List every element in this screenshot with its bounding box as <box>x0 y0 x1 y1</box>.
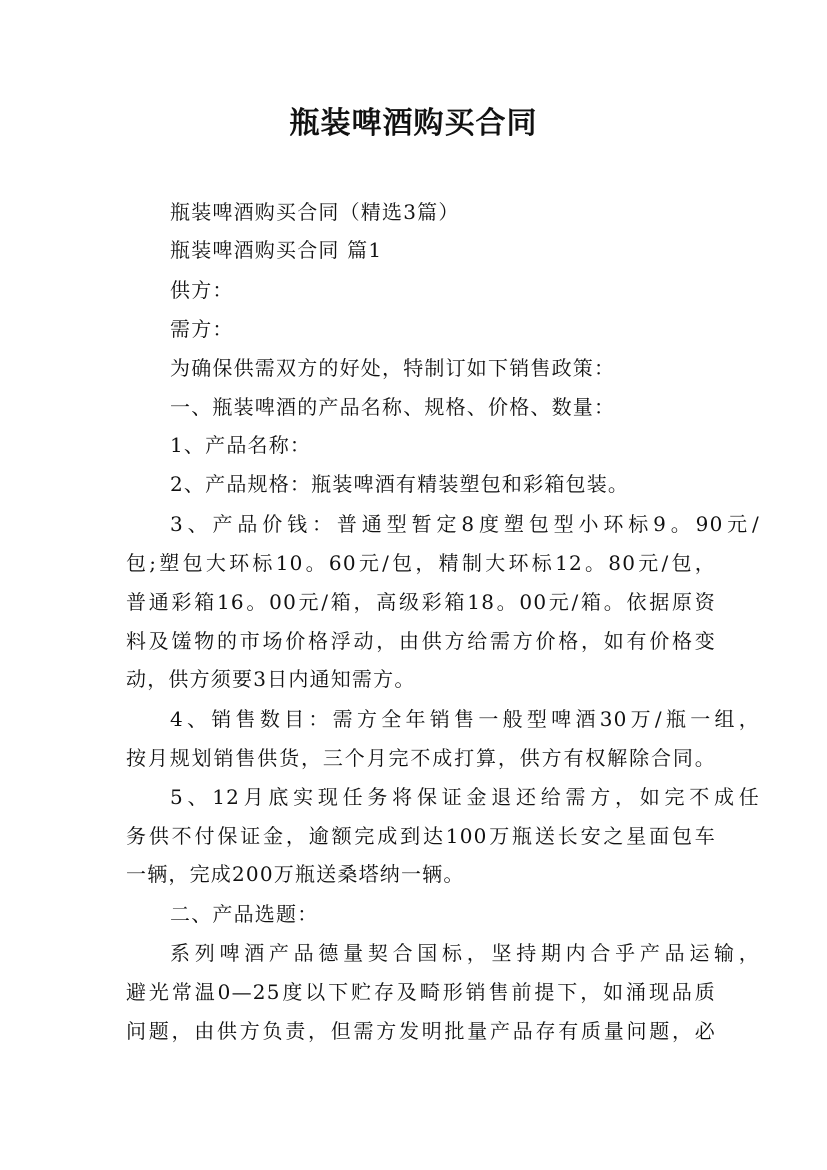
section-heading-line: 瓶装啤酒购买合同 篇1 <box>170 238 383 262</box>
buyer-line: 需方： <box>170 317 234 341</box>
paragraph-line: 4、销售数目：需方全年销售一般型啤酒30万/瓶一组， <box>170 707 760 731</box>
paragraph-line: 问题，由供方负责，但需方发明批量产品存有质量问题，必 <box>126 1019 716 1043</box>
paragraph-line: 动，供方须要3日内通知需方。 <box>126 667 416 691</box>
paragraph-line: 务供不付保证金，逾额完成到达100万瓶送长安之星面包车 <box>126 824 716 848</box>
paragraph-line: 5、12月底实现任务将保证金退还给需方，如完不成任 <box>170 785 760 809</box>
paragraph-line: 1、产品名称： <box>170 433 312 457</box>
paragraph-line: 系列啤酒产品德量契合国标，坚持期内合乎产品运输， <box>170 941 760 965</box>
subtitle-line: 瓶装啤酒购买合同（精选3篇） <box>170 200 460 224</box>
paragraph-line: 一辆，完成200万瓶送桑塔纳一辆。 <box>126 862 465 886</box>
document-title: 瓶装啤酒购买合同 <box>289 106 538 141</box>
paragraph-line: 一、瓶装啤酒的产品名称、规格、价格、数量： <box>170 395 616 419</box>
supplier-line: 供方： <box>170 278 234 302</box>
paragraph-line: 3、产品价钱：普通型暂定8度塑包型小环标9。90元/ <box>170 512 760 536</box>
paragraph-line: 普通彩箱16。00元/箱，高级彩箱18。00元/箱。依据原资 <box>126 590 716 614</box>
paragraph-line: 避光常温0—25度以下贮存及畸形销售前提下，如涌现品质 <box>126 980 716 1004</box>
section-heading-line: 二、产品选题： <box>170 902 319 926</box>
paragraph-line: 包;塑包大环标10。60元/包，精制大环标12。80元/包， <box>126 551 716 575</box>
paragraph-line: 按月规划销售供货，三个月完不成打算，供方有权解除合同。 <box>126 746 716 770</box>
paragraph-line: 为确保供需双方的好处，特制订如下销售政策： <box>170 356 616 380</box>
paragraph-line: 2、产品规格：瓶装啤酒有精装塑包和彩箱包装。 <box>170 472 630 496</box>
paragraph-line: 料及馐物的市场价格浮动，由供方给需方价格，如有价格变 <box>126 629 716 653</box>
